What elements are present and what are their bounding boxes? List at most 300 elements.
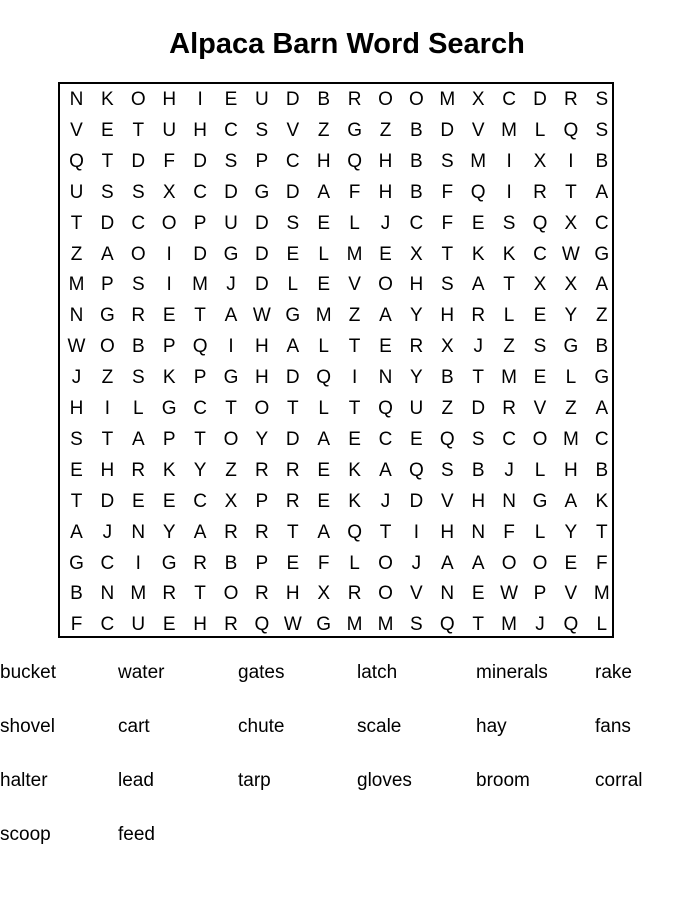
grid-letter: O [532, 552, 548, 574]
grid-letter: H [378, 150, 393, 172]
grid-letter: Y [410, 367, 423, 389]
grid-letter: H [440, 521, 455, 543]
grid-letter: P [533, 583, 547, 605]
grid-letter: G [285, 305, 301, 327]
grid-letter: H [409, 274, 424, 296]
grid-letter: F [70, 614, 83, 636]
grid-letter: C [224, 119, 238, 141]
grid-letter: T [194, 428, 206, 450]
grid-letter: Z [595, 305, 608, 327]
grid-letter: U [409, 398, 424, 419]
grid-letter: P [101, 274, 114, 296]
grid-letter: M [315, 305, 332, 327]
grid-letter: J [71, 367, 82, 389]
grid-letter: O [223, 428, 239, 450]
grid-letter: C [100, 614, 115, 636]
grid-letter: H [378, 181, 393, 203]
grid-letter: F [441, 181, 454, 203]
grid-letter: W [561, 243, 580, 265]
grid-letter: E [224, 89, 238, 110]
grid-letter: G [161, 552, 177, 574]
grid-letter: W [500, 583, 519, 605]
grid-letter: Z [317, 119, 330, 141]
grid-letter: P [255, 552, 269, 574]
grid-letter: D [193, 150, 207, 172]
grid-letter: R [162, 583, 177, 605]
grid-letter: A [471, 274, 485, 296]
word-list-item: shovel [0, 716, 55, 737]
grid-letter: S [440, 274, 454, 296]
grid-letter: X [533, 274, 547, 296]
grid-letter: B [595, 150, 609, 172]
grid-letter: D [409, 490, 424, 512]
grid-letter: T [101, 428, 114, 450]
grid-letter: N [378, 367, 393, 389]
grid-letter: R [131, 459, 146, 481]
grid-letter: P [255, 490, 269, 512]
word-list-item: latch [357, 662, 398, 683]
grid-letter: D [285, 428, 300, 450]
grid-letter: S [286, 212, 300, 234]
grid-letter: V [533, 398, 547, 419]
grid-letter: D [255, 243, 269, 265]
grid-letter: Q [316, 367, 332, 389]
grid-letter: G [347, 119, 362, 141]
grid-letter: R [224, 614, 238, 636]
grid-letter: E [162, 614, 176, 636]
grid-letter: T [441, 243, 454, 265]
grid-letter: N [502, 490, 516, 512]
word-list-item: scoop [0, 824, 51, 845]
grid-letter: I [166, 243, 172, 265]
grid-letter: M [377, 614, 394, 636]
grid-letter: Q [439, 428, 455, 450]
grid-letter: T [348, 398, 361, 419]
grid-letter: E [101, 119, 114, 141]
grid-letter: J [226, 274, 236, 296]
word-list-item: water [118, 662, 165, 683]
grid-letter: D [471, 398, 486, 419]
grid-letter: T [225, 398, 237, 419]
grid-letter: G [532, 490, 548, 512]
grid-letter: T [595, 521, 608, 543]
grid-letter: Q [470, 181, 486, 203]
grid-letter: E [131, 490, 145, 512]
grid-letter: E [410, 428, 423, 450]
grid-letter: H [255, 367, 269, 389]
grid-letter: P [193, 212, 207, 234]
grid-letter: E [348, 428, 361, 450]
grid-letter: R [564, 89, 578, 110]
grid-letter: O [130, 89, 146, 110]
grid-letter: O [100, 336, 115, 358]
grid-letter: G [316, 614, 332, 636]
grid-letter: T [472, 367, 484, 389]
grid-letter: K [471, 243, 485, 265]
grid-letter: S [440, 459, 454, 481]
grid-letter: V [564, 583, 578, 605]
grid-letter: H [193, 614, 207, 636]
word-list-item: lead [118, 770, 154, 791]
grid-letter: M [68, 274, 85, 296]
grid-letter: E [471, 212, 485, 234]
grid-letter: I [135, 552, 141, 574]
grid-letter: M [130, 583, 147, 605]
grid-letter: Y [410, 305, 423, 327]
grid-letter: A [379, 305, 392, 327]
grid-letter: S [440, 150, 454, 172]
grid-letter: U [162, 119, 177, 141]
grid-letter: F [163, 150, 175, 172]
grid-letter: A [317, 181, 331, 203]
grid-letter: Y [564, 521, 578, 543]
grid-letter: R [285, 490, 300, 512]
grid-letter: H [564, 459, 578, 481]
grid-letter: T [379, 521, 392, 543]
grid-letter: W [67, 336, 86, 358]
grid-letter: K [595, 490, 609, 512]
grid-letter: L [318, 398, 329, 419]
grid-letter: S [595, 89, 609, 110]
grid-letter: G [594, 243, 610, 265]
grid-letter: L [287, 274, 299, 296]
word-list-item: gloves [357, 770, 412, 791]
grid-letter: G [100, 305, 115, 327]
grid-letter: V [471, 119, 485, 141]
grid-letter: N [100, 583, 115, 605]
grid-letter: G [69, 552, 84, 574]
grid-letter: A [224, 305, 238, 327]
word-list-item: halter [0, 770, 48, 791]
grid-letter: M [470, 150, 487, 172]
grid-letter: M [346, 243, 363, 265]
grid-letter: A [131, 428, 145, 450]
grid-letter: E [379, 243, 392, 265]
grid-letter: O [378, 583, 393, 605]
grid-letter: D [193, 243, 207, 265]
grid-letter: S [131, 181, 145, 203]
grid-letter: R [347, 583, 362, 605]
grid-letter: B [410, 181, 423, 203]
grid-letter: O [130, 243, 146, 265]
grid-letter: A [595, 274, 609, 296]
grid-letter: T [286, 521, 299, 543]
grid-letter: F [348, 181, 361, 203]
grid-letter: Q [532, 212, 548, 234]
grid-letter: C [193, 181, 207, 203]
grid-letter: M [562, 428, 579, 450]
grid-letter: P [162, 336, 176, 358]
grid-letter: E [564, 552, 578, 574]
grid-letter: T [503, 274, 515, 296]
grid-letter: S [224, 150, 238, 172]
grid-letter: C [131, 212, 146, 234]
grid-letter: C [378, 428, 393, 450]
grid-letter: X [564, 274, 578, 296]
word-list-item: hay [476, 716, 507, 737]
grid-letter: N [131, 521, 146, 543]
grid-letter: E [471, 583, 485, 605]
grid-letter: W [283, 614, 302, 636]
grid-letter: I [166, 274, 172, 296]
grid-letter: L [349, 212, 360, 234]
grid-letter: N [69, 89, 84, 110]
grid-letter: E [317, 459, 331, 481]
grid-letter: Y [255, 428, 269, 450]
grid-letter: V [410, 583, 423, 605]
grid-letter: T [132, 119, 145, 141]
grid-letter: M [192, 274, 208, 296]
grid-letter: X [317, 583, 331, 605]
grid-letter: O [254, 398, 270, 419]
grid-letter: Z [225, 459, 237, 481]
grid-letter: O [161, 212, 177, 234]
grid-letter: Y [162, 521, 176, 543]
word-list-item: rake [595, 662, 632, 683]
grid-letter: F [595, 552, 608, 574]
grid-letter: O [378, 89, 393, 110]
grid-letter: O [378, 552, 393, 574]
grid-letter: H [471, 490, 486, 512]
grid-letter: Q [563, 119, 579, 141]
grid-letter: W [252, 305, 271, 327]
grid-letter: K [162, 367, 176, 389]
grid-letter: I [197, 89, 203, 110]
grid-letter: Z [503, 336, 515, 358]
word-list-item: gates [238, 662, 285, 683]
grid-letter: L [503, 305, 515, 327]
grid-letter: U [255, 89, 269, 110]
grid-letter: D [533, 89, 547, 110]
grid-letter: S [595, 119, 609, 141]
grid-letter: B [70, 583, 83, 605]
grid-letter: F [441, 212, 454, 234]
grid-letter: S [471, 428, 485, 450]
grid-letter: R [255, 459, 269, 481]
grid-letter: L [349, 552, 360, 574]
grid-letter: L [534, 119, 546, 141]
grid-letter: L [318, 243, 329, 265]
grid-letter: T [348, 336, 361, 358]
grid-letter: A [101, 243, 114, 265]
grid-letter: A [595, 181, 609, 203]
grid-letter: S [255, 119, 269, 141]
grid-letter: C [594, 428, 609, 450]
grid-letter: Q [69, 150, 84, 172]
grid-letter: D [100, 490, 115, 512]
word-list-item: chute [238, 716, 285, 737]
grid-letter: M [593, 583, 610, 605]
grid-letter: Q [439, 614, 455, 636]
grid-letter: E [317, 274, 331, 296]
grid-letter: N [440, 583, 455, 605]
grid-letter: L [133, 398, 144, 419]
grid-letter: O [532, 428, 548, 450]
grid-letter: C [193, 398, 207, 419]
grid-letter: M [501, 119, 517, 141]
grid-letter: T [472, 614, 484, 636]
grid-letter: F [317, 552, 330, 574]
grid-letter: Q [563, 614, 579, 636]
grid-letter: D [285, 367, 300, 389]
grid-letter: G [161, 398, 177, 419]
grid-letter: G [254, 181, 270, 203]
grid-letter: D [224, 181, 238, 203]
grid-letter: R [255, 583, 269, 605]
grid-letter: E [70, 459, 83, 481]
grid-letter: C [502, 428, 516, 450]
word-list-item: cart [118, 716, 150, 737]
grid-letter: X [564, 212, 578, 234]
grid-letter: D [255, 212, 269, 234]
word-list-item: feed [118, 824, 155, 845]
grid-letter: R [409, 336, 424, 358]
grid-letter: H [193, 119, 207, 141]
grid-letter: S [101, 181, 114, 203]
grid-letter: H [440, 305, 455, 327]
grid-letter: K [101, 89, 114, 110]
word-list-item: scale [357, 716, 402, 737]
grid-letter: L [565, 367, 577, 389]
grid-letter: P [255, 150, 269, 172]
grid-letter: R [502, 398, 516, 419]
grid-letter: A [564, 490, 578, 512]
grid-letter: G [223, 243, 239, 265]
grid-letter: Z [379, 119, 392, 141]
grid-letter: L [534, 521, 546, 543]
grid-letter: B [595, 459, 609, 481]
grid-letter: A [286, 336, 300, 358]
grid-letter: L [596, 614, 608, 636]
grid-letter: I [506, 181, 512, 203]
grid-letter: B [410, 150, 423, 172]
grid-letter: H [162, 89, 177, 110]
grid-letter: Q [378, 398, 393, 419]
grid-letter: R [193, 552, 207, 574]
grid-letter: K [348, 459, 361, 481]
word-list-item: corral [595, 770, 643, 791]
grid-letter: B [595, 336, 609, 358]
grid-letter: M [346, 614, 363, 636]
word-list-item: bucket [0, 662, 56, 683]
grid-letter: I [228, 336, 234, 358]
grid-letter: T [70, 212, 83, 234]
grid-letter: E [286, 243, 300, 265]
grid-letter: D [285, 181, 300, 203]
grid-letter: H [100, 459, 115, 481]
grid-letter: E [286, 552, 300, 574]
grid-letter: C [100, 552, 115, 574]
grid-letter: D [285, 89, 300, 110]
grid-letter: X [471, 89, 485, 110]
grid-letter: S [410, 614, 423, 636]
grid-letter: A [471, 552, 485, 574]
grid-letter: B [131, 336, 145, 358]
word-list-item: tarp [238, 770, 271, 791]
grid-letter: P [162, 428, 176, 450]
grid-letter: N [69, 305, 84, 327]
grid-letter: E [162, 305, 176, 327]
grid-letter: A [193, 521, 207, 543]
grid-letter: H [255, 336, 269, 358]
grid-letter: C [502, 89, 516, 110]
grid-letter: A [379, 459, 392, 481]
grid-letter: Q [347, 521, 362, 543]
grid-letter: I [351, 367, 358, 389]
grid-letter: J [473, 336, 483, 358]
grid-letter: Y [564, 305, 578, 327]
grid-letter: R [533, 181, 547, 203]
grid-letter: X [410, 243, 423, 265]
grid-letter: V [70, 119, 83, 141]
grid-letter: I [413, 521, 420, 543]
grid-letter: J [380, 212, 391, 234]
grid-letter: X [533, 150, 547, 172]
grid-letter: O [223, 583, 239, 605]
grid-letter: J [504, 459, 514, 481]
grid-letter: E [533, 367, 547, 389]
grid-letter: B [471, 459, 485, 481]
grid-letter: O [501, 552, 517, 574]
grid-letter: C [594, 212, 609, 234]
grid-letter: K [348, 490, 361, 512]
grid-letter: B [224, 552, 238, 574]
grid-letter: E [533, 305, 547, 327]
grid-letter: U [69, 181, 84, 203]
grid-letter: D [131, 150, 146, 172]
grid-letter: X [224, 490, 238, 512]
grid-letter: M [439, 89, 456, 110]
grid-letter: T [101, 150, 114, 172]
grid-letter: Q [347, 150, 362, 172]
grid-letter: R [471, 305, 486, 327]
grid-letter: D [440, 119, 455, 141]
grid-letter: S [533, 336, 547, 358]
grid-letter: B [317, 89, 331, 110]
grid-letter: Z [101, 367, 114, 389]
grid-letter: E [317, 212, 331, 234]
grid-letter: X [162, 181, 176, 203]
grid-letter: H [285, 583, 300, 605]
grid-letter: D [255, 274, 269, 296]
grid-letter: K [502, 243, 516, 265]
grid-letter: G [223, 367, 239, 389]
grid-letter: J [380, 490, 391, 512]
grid-letter: I [104, 398, 111, 419]
grid-letter: A [595, 398, 609, 419]
grid-letter: B [410, 119, 423, 141]
grid-letter: L [318, 336, 329, 358]
grid-letter: C [193, 490, 207, 512]
grid-letter: R [224, 521, 238, 543]
grid-letter: C [285, 150, 300, 172]
grid-letter: G [594, 367, 610, 389]
grid-letter: P [193, 367, 207, 389]
grid-letter: U [131, 614, 146, 636]
word-list-item: broom [476, 770, 530, 791]
grid-letter: Z [565, 398, 577, 419]
grid-letter: M [501, 367, 517, 389]
grid-letter: F [503, 521, 515, 543]
grid-letter: Y [193, 459, 207, 481]
grid-letter: J [535, 614, 545, 636]
grid-letter: E [162, 490, 176, 512]
grid-letter: Q [409, 459, 424, 481]
word-list-item: minerals [476, 662, 548, 683]
grid-letter: Z [70, 243, 83, 265]
grid-letter: C [533, 243, 547, 265]
grid-letter: C [409, 212, 424, 234]
